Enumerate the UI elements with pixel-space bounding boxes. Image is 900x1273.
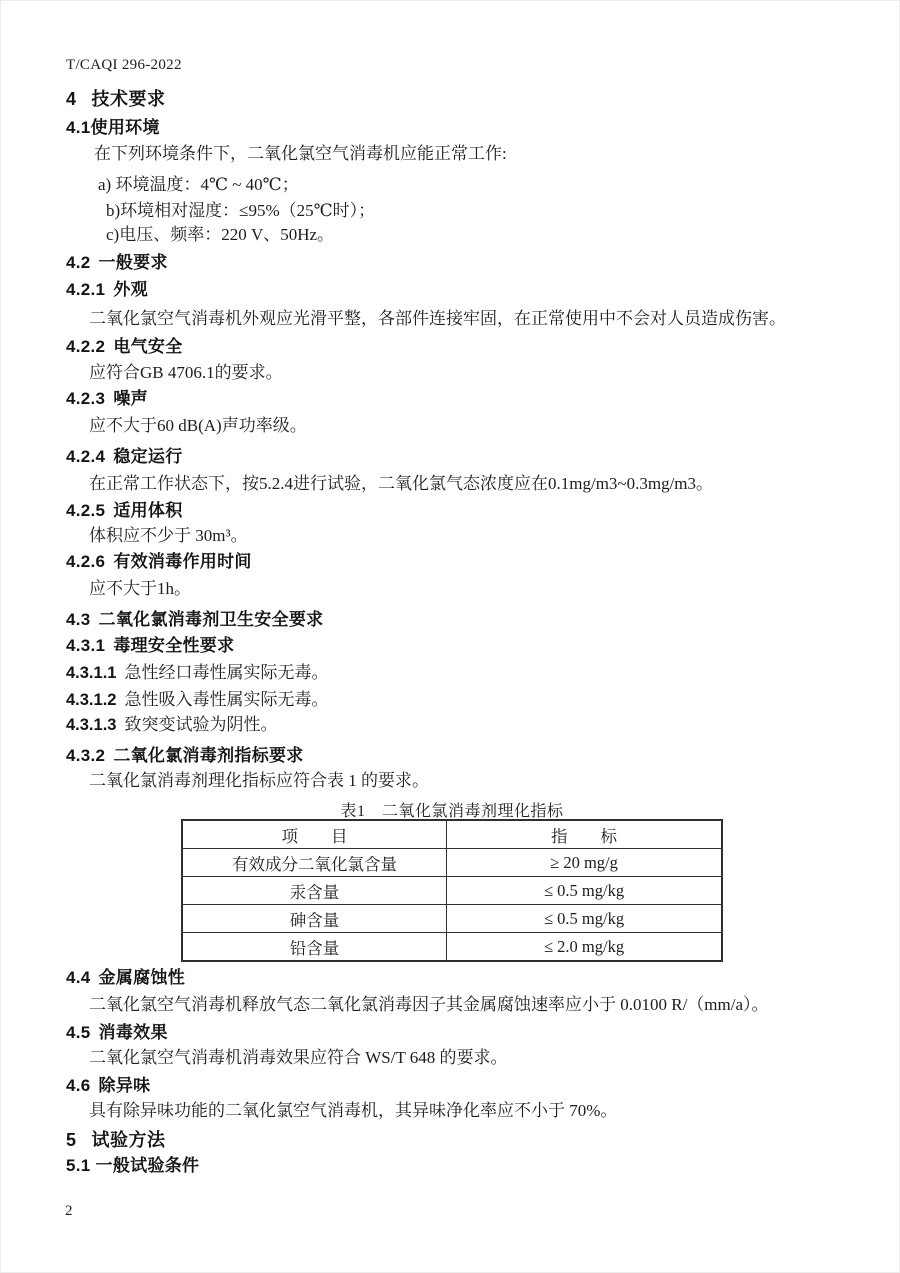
heading-4-2-6-title: 有效消毒作用时间 [113,552,252,571]
paragraph-4-4: 二氧化氯空气消毒机释放气态二氧化氯消毒因子其金属腐蚀速率应小于 0.0100 R/（mm/a）。 [89,995,769,1014]
heading-4-4-number: 4.4 [66,968,91,987]
table1-row2-index: ≤ 0.5 mg/kg [447,877,722,905]
heading-4-2-3-title: 噪声 [113,389,148,408]
heading-4-3-title: 二氧化氯消毒剂卫生安全要求 [98,610,324,629]
table1-row4-item: 铅含量 [182,933,447,962]
heading-4-2-number: 4.2 [66,253,91,272]
table1-row1-index: ≥ 20 mg/g [447,849,722,877]
heading-4-2-2 [66,337,183,357]
table1-caption: 表1 二氧化氯消毒剂理化指标 [340,803,564,820]
heading-5-1-title: 一般试验条件 [95,1156,200,1175]
heading-4-6 [66,1076,150,1096]
paragraph-4-2-2: 应符合GB 4706.1的要求。 [89,363,283,382]
heading-4-2-2-number: 4.2.2 [66,337,106,356]
table1-row4-index: ≤ 2.0 mg/kg [447,933,722,962]
heading-4-2-1-number: 4.2.1 [66,280,106,299]
table1-row2-item: 汞含量 [182,877,447,905]
heading-4-3-number: 4.3 [66,610,91,629]
heading-4-2-3 [66,389,148,409]
list-item-a: a) 环境温度：4℃ ~ 40℃； [98,175,299,194]
paragraph-4-5: 二氧化氯空气消毒机消毒效果应符合 WS/T 648 的要求。 [89,1048,508,1067]
heading-4-2-1-title: 外观 [113,280,148,299]
heading-4-2-4-number: 4.2.4 [66,447,106,466]
heading-4-1-number: 4.1 [66,118,91,137]
heading-4-2-2-title: 电气安全 [113,337,183,356]
heading-4-2-6 [66,552,252,572]
heading-4-3-1 [66,636,234,656]
paragraph-4-2-5: 体积应不少于 30m³。 [89,526,248,545]
heading-4-4-title: 金属腐蚀性 [98,968,186,987]
table1-row1-item: 有效成分二氧化氯含量 [182,849,447,877]
heading-4-title: 技术要求 [91,89,166,109]
table1-header-row [182,820,722,849]
heading-4-3-1-number: 4.3.1 [66,636,106,655]
heading-4-6-title: 除异味 [98,1076,151,1095]
clause-4-3-1-2 [66,690,328,711]
heading-4-6-number: 4.6 [66,1076,91,1095]
heading-4-2-3-number: 4.2.3 [66,389,106,408]
heading-4-2-5-number: 4.2.5 [66,501,106,520]
heading-4-5-title: 消毒效果 [98,1023,168,1042]
paragraph-4-2-3: 应不大于60 dB(A)声功率级。 [89,416,307,435]
clause-4-3-1-1-text: 急性经口毒性属实际无毒。 [124,663,329,682]
clause-4-3-1-1-number: 4.3.1.1 [66,664,117,682]
heading-4-3-2-title: 二氧化氯消毒剂指标要求 [113,746,304,765]
page-number: 2 [65,1203,73,1219]
heading-5 [66,1130,166,1150]
paragraph-4-3-2: 二氧化氯消毒剂理化指标应符合表 1 的要求。 [89,771,429,790]
heading-4-2-5 [66,501,183,521]
heading-4-1 [66,118,160,138]
heading-5-1 [66,1156,199,1176]
heading-4-2 [66,253,168,273]
heading-4-3-2 [66,746,304,766]
heading-4-4 [66,968,185,988]
heading-4-2-4 [66,447,183,467]
list-item-b: b)环境相对湿度：≤95%（25℃时）； [106,201,376,220]
paragraph-4-6: 具有除异味功能的二氧化氯空气消毒机，其异味净化率应不小于 70%。 [89,1101,618,1120]
clause-4-3-1-3-text: 致突变试验为阴性。 [124,715,278,734]
clause-4-3-1-2-text: 急性吸入毒性属实际无毒。 [124,690,329,709]
heading-4-2-6-number: 4.2.6 [66,552,106,571]
clause-4-3-1-3-number: 4.3.1.3 [66,716,117,734]
clause-4-3-1-1 [66,663,328,684]
clause-4-3-1-3 [66,715,277,736]
heading-4-2-5-title: 适用体积 [113,501,183,520]
table1-header-index: 指 标 [447,820,722,849]
paragraph-4-1-intro: 在下列环境条件下，二氧化氯空气消毒机应能正常工作: [94,144,507,163]
table-row [182,933,722,962]
table1-row3-item: 砷含量 [182,905,447,933]
table1-physicochemical-indicators [181,819,723,962]
heading-4-5 [66,1023,168,1043]
heading-4-number: 4 [66,89,77,109]
clause-4-3-1-2-number: 4.3.1.2 [66,691,117,709]
heading-5-number: 5 [66,1130,77,1150]
heading-4-3-2-number: 4.3.2 [66,746,106,765]
table-row [182,849,722,877]
heading-4-2-4-title: 稳定运行 [113,447,183,466]
heading-4-3-1-title: 毒理安全性要求 [113,636,235,655]
paragraph-4-2-4: 在正常工作状态下，按5.2.4进行试验，二氧化氯气态浓度应在0.1mg/m3~0.3mg/m3。 [89,474,714,493]
heading-4-2-1 [66,280,148,300]
heading-5-1-number: 5.1 [66,1156,91,1175]
table-row [182,905,722,933]
paragraph-4-2-6: 应不大于1h。 [89,579,191,598]
table-row [182,877,722,905]
heading-4-3 [66,610,323,630]
table1-header-item: 项 目 [182,820,447,849]
document-code-header: T/CAQI 296-2022 [66,57,182,73]
list-item-c: c)电压、频率：220 V、50Hz。 [106,225,335,244]
table1-row3-index: ≤ 0.5 mg/kg [447,905,722,933]
paragraph-4-2-1: 二氧化氯空气消毒机外观应光滑平整，各部件连接牢固，在正常使用中不会对人员造成伤害。 [89,309,786,328]
heading-4-2-title: 一般要求 [98,253,168,272]
heading-5-title: 试验方法 [91,1130,166,1150]
heading-4-1-title: 使用环境 [90,118,160,137]
heading-4-5-number: 4.5 [66,1023,91,1042]
heading-4 [66,89,166,109]
